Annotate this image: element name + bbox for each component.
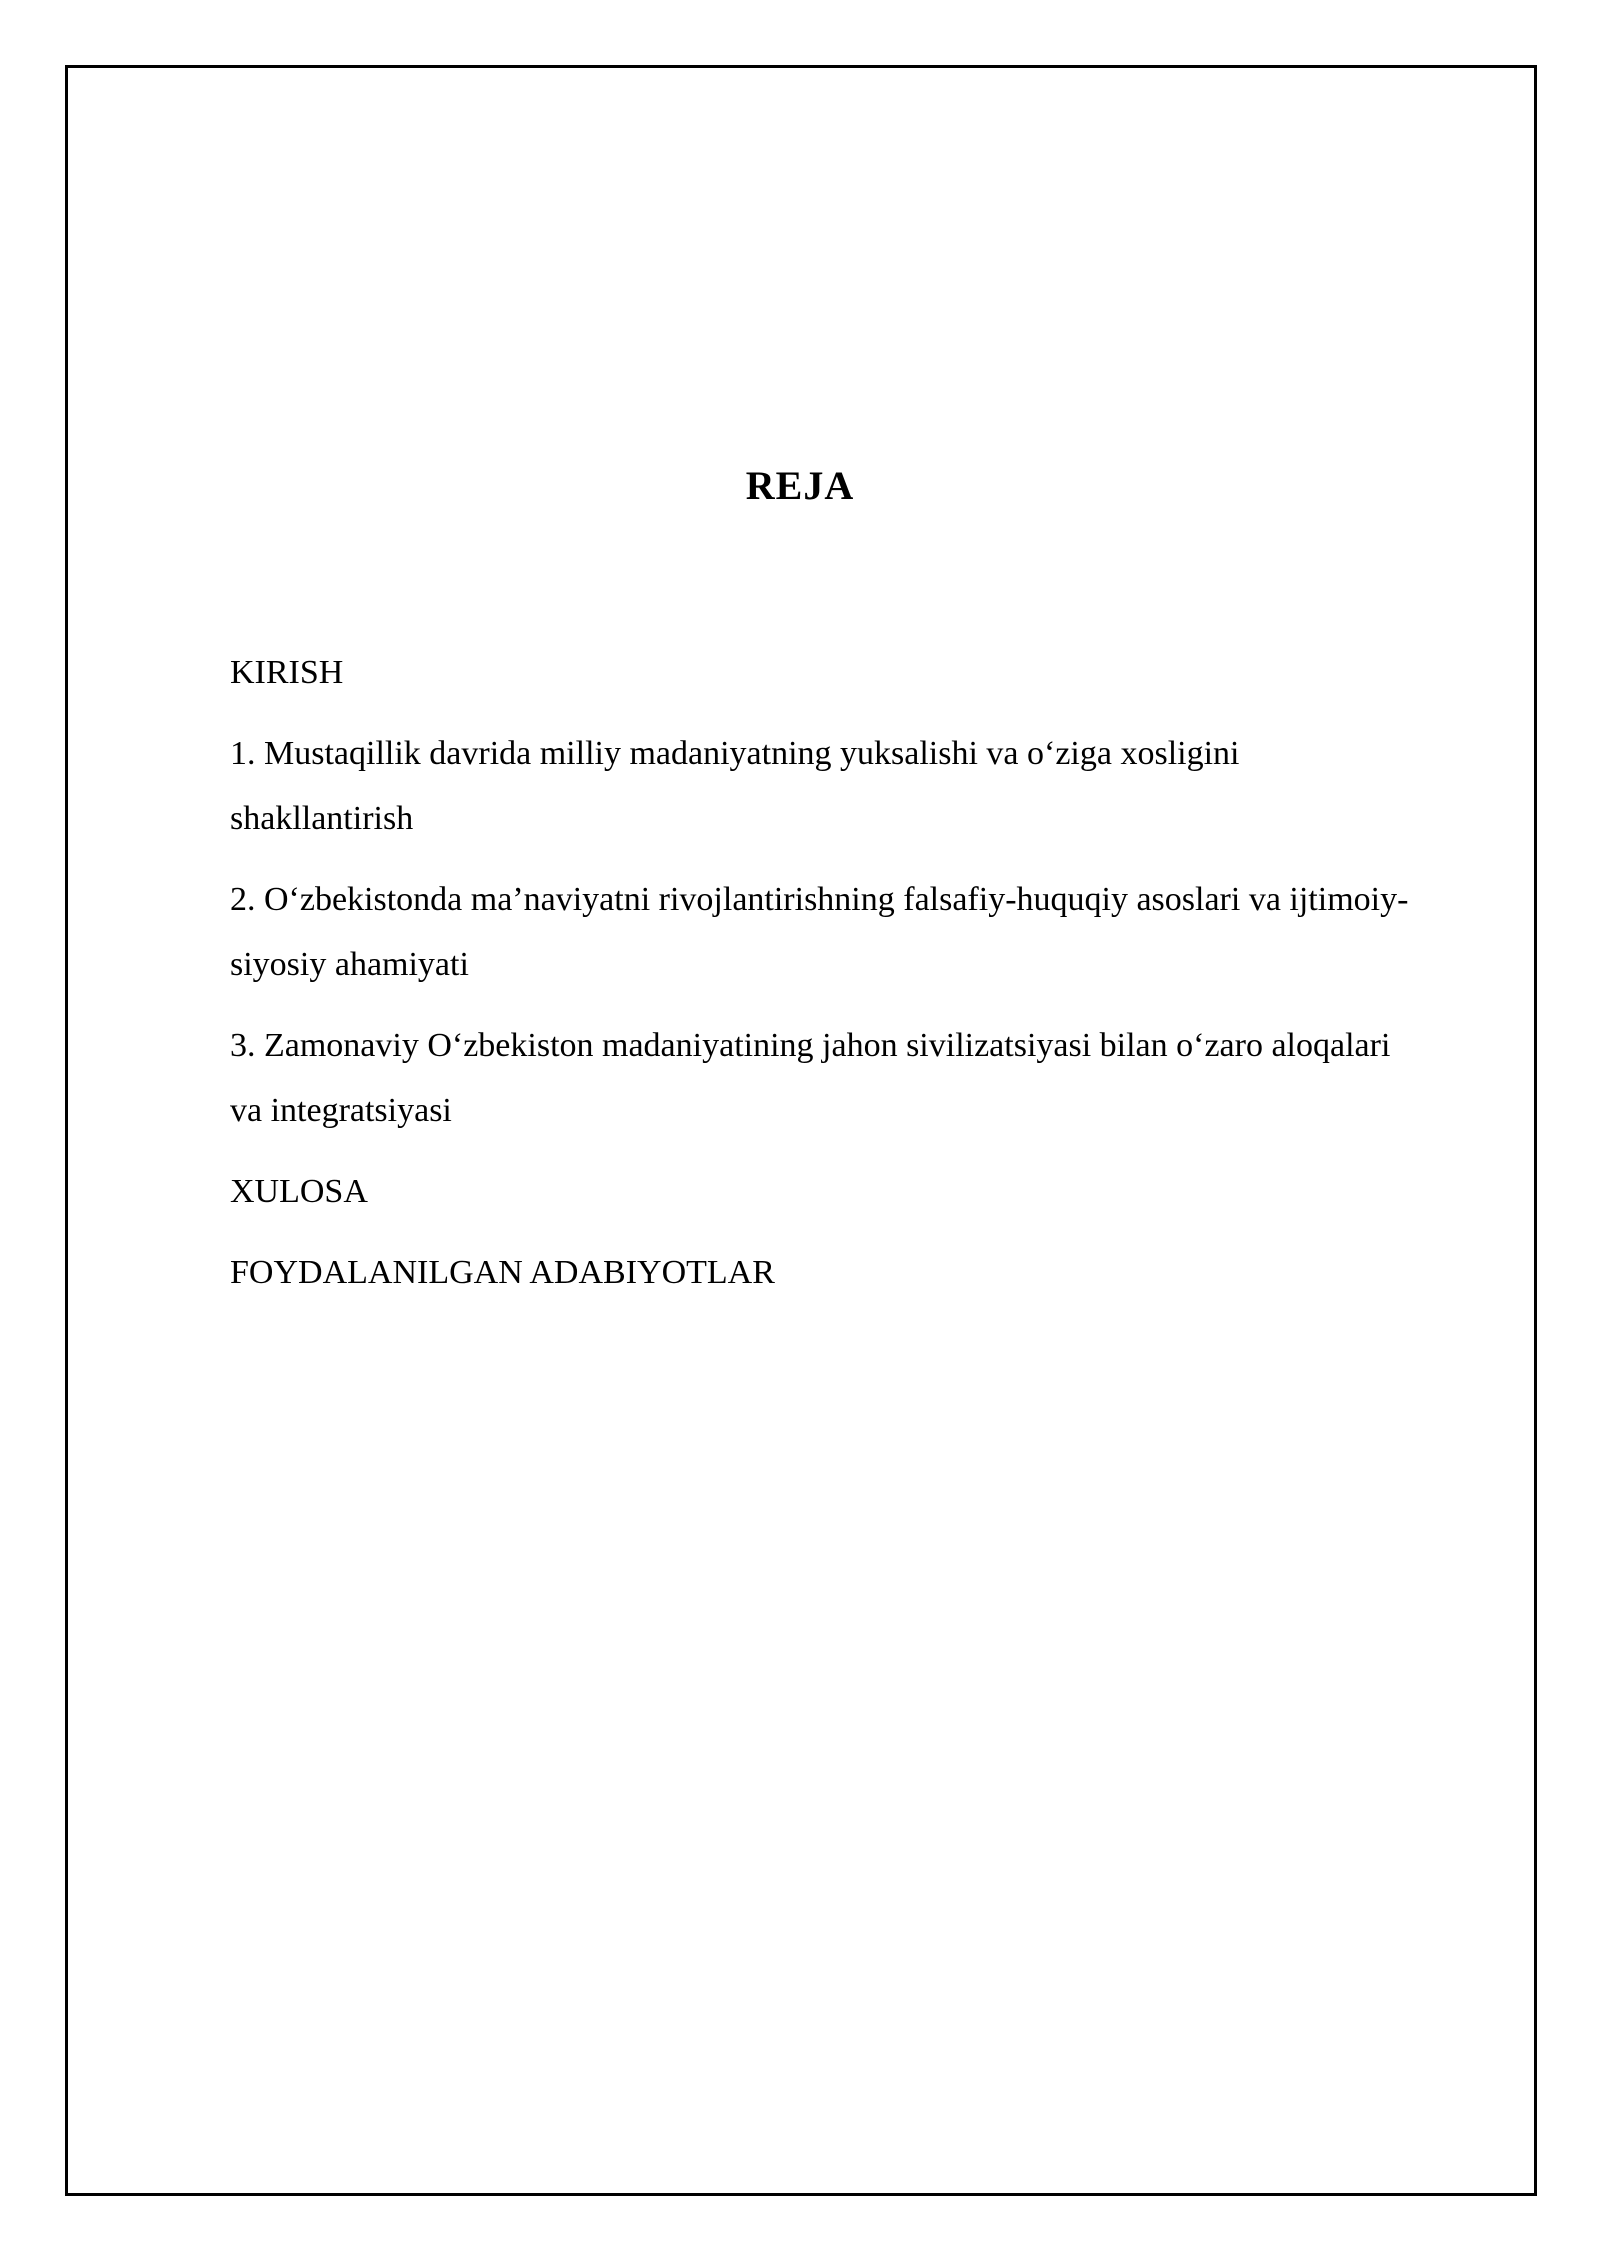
page-title: REJA xyxy=(745,463,855,508)
plan-item-conclusion: XULOSA xyxy=(230,1173,368,1210)
plan-item-introduction: KIRISH xyxy=(230,654,344,691)
plan-item-3: 3. Zamonaviy O‘zbekiston madaniyatining jahon sivilizatsiyasi bilan o‘zaro aloqalari va integratsiyasi xyxy=(230,1027,1391,1129)
plan-item-references: FOYDALANILGAN ADABIYOTLAR xyxy=(230,1254,775,1291)
plan-item-2: 2. O‘zbekistonda ma’naviyatni rivojlantirishning falsafiy-huquqiy asoslari va ijtimoiy-siyosiy ahamiyati xyxy=(230,881,1409,983)
plan-list xyxy=(230,640,1430,1321)
plan-item-1: 1. Mustaqillik davrida milliy madaniyatning yuksalishi va o‘ziga xosligini shakllantirish xyxy=(230,735,1240,837)
